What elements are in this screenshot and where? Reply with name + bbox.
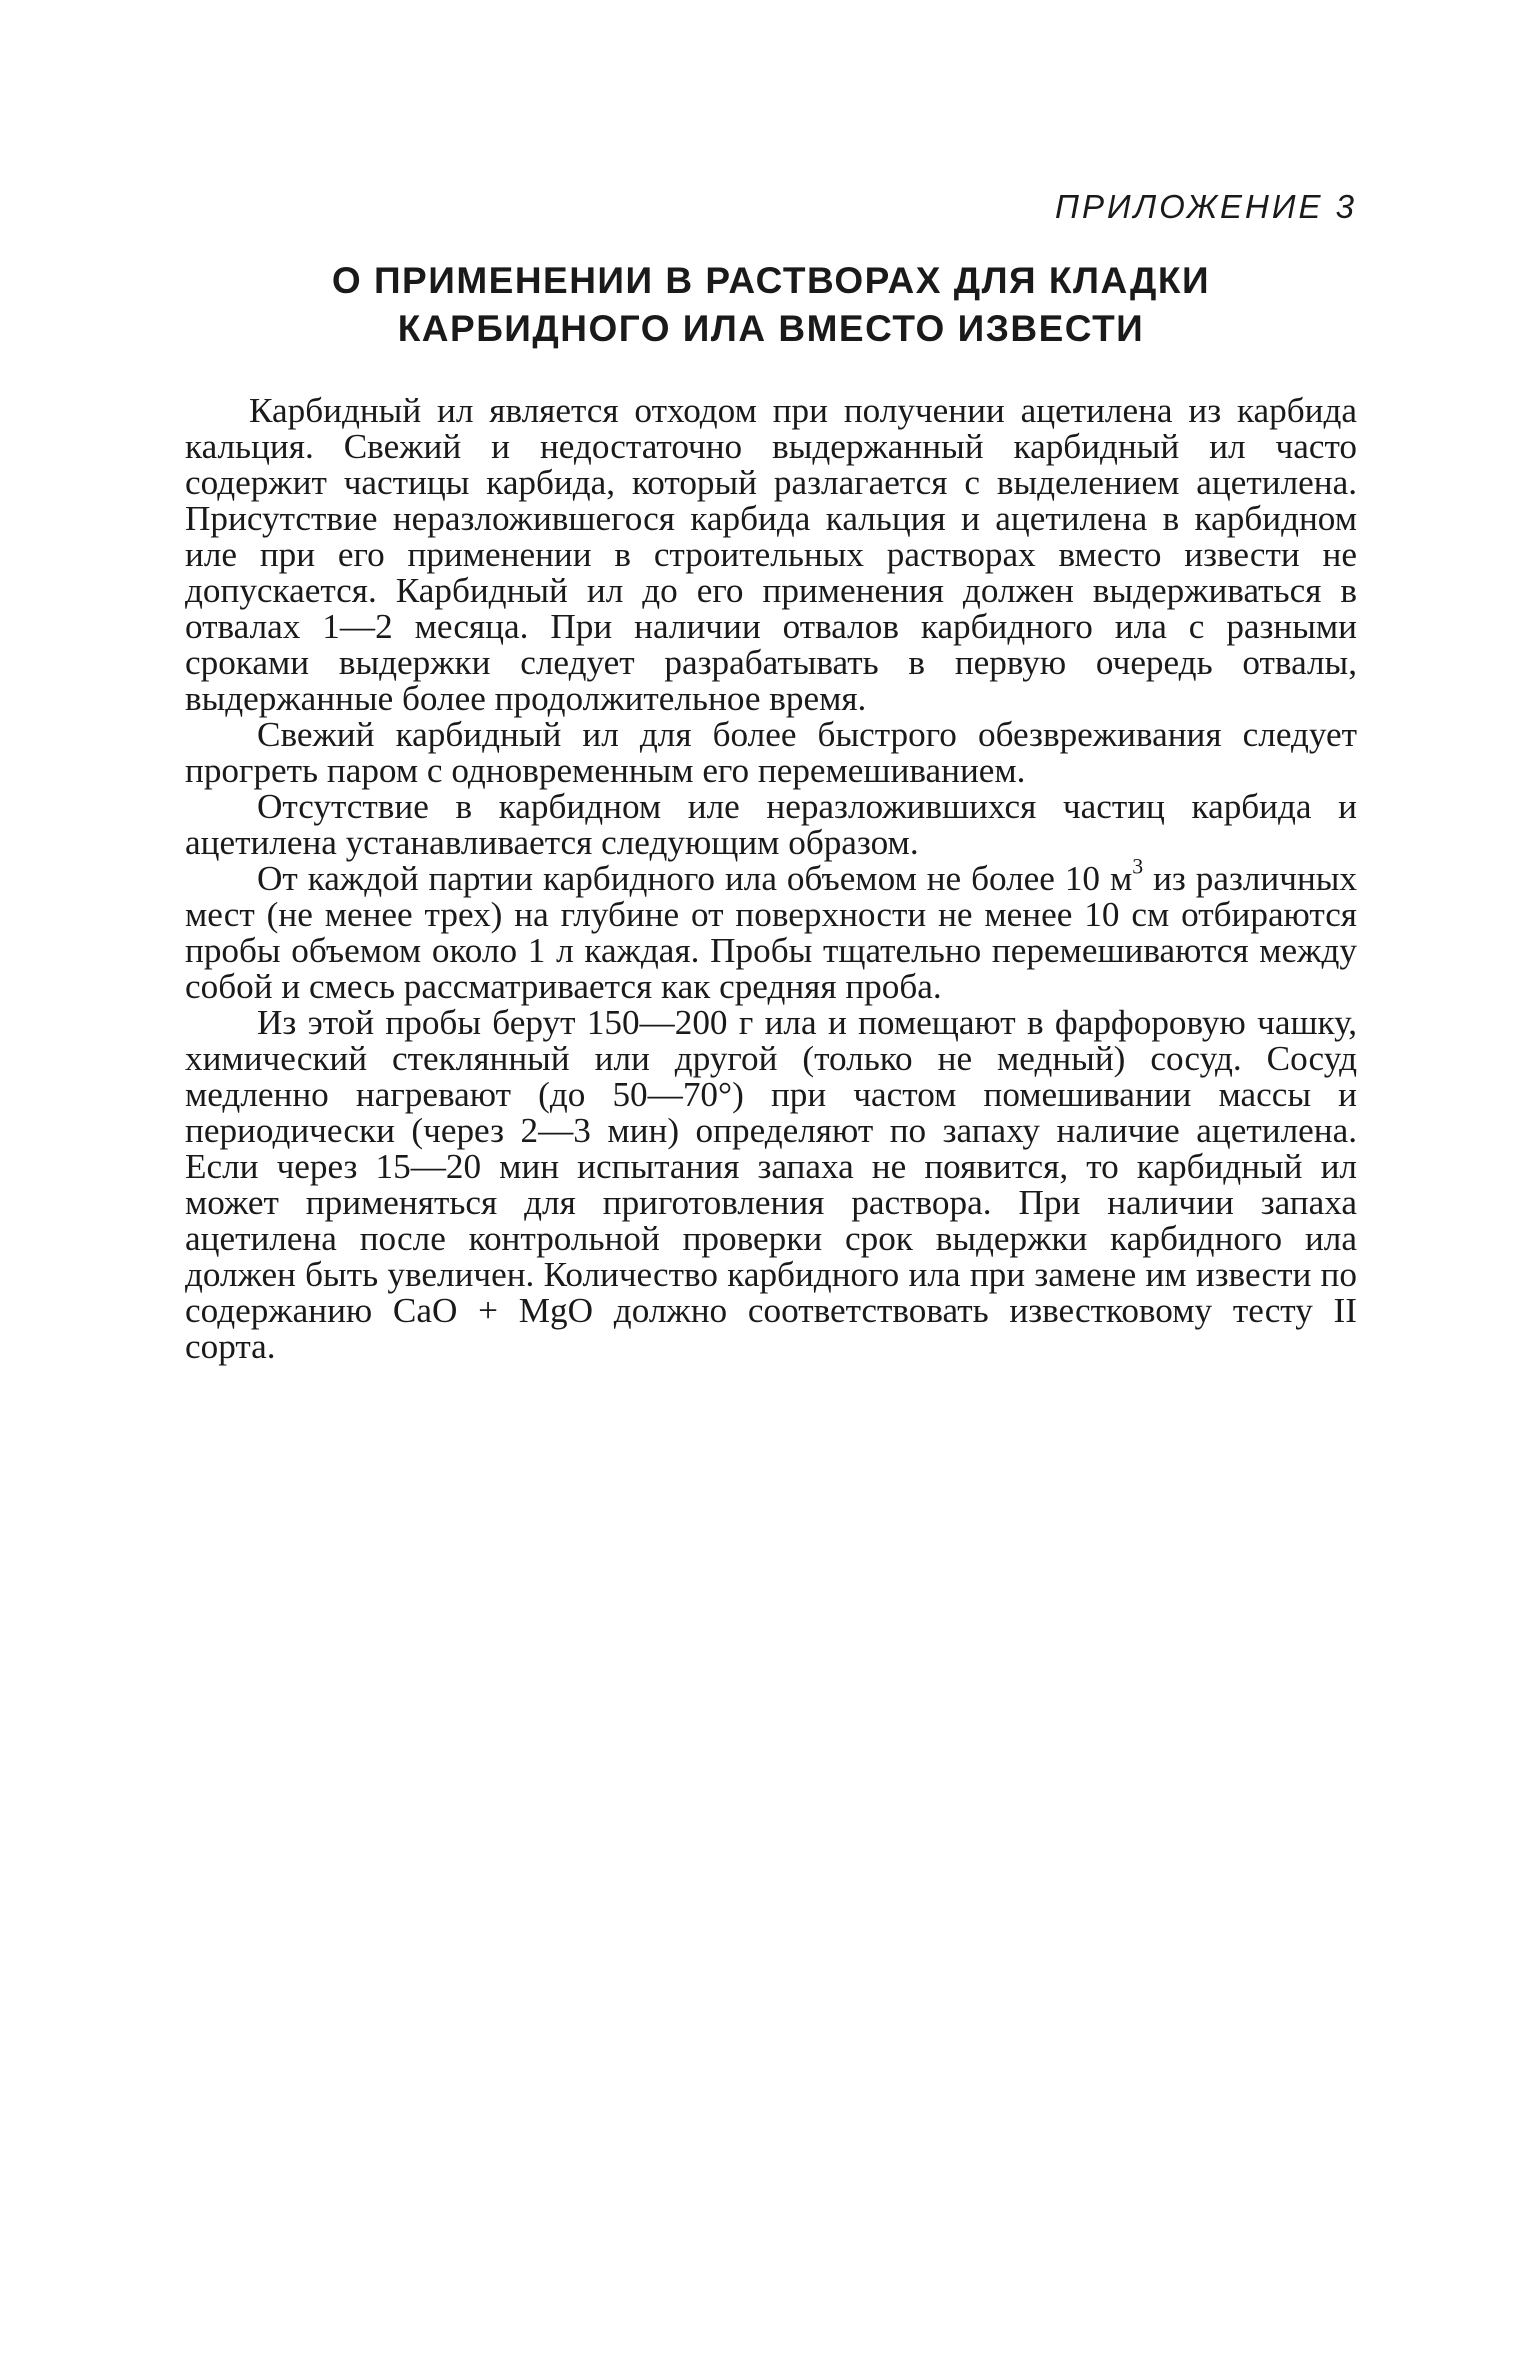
paragraph: Свежий карбидный ил для более быстрого обезвреживания следует прогреть паром с одновременным его перемешиванием.	[185, 715, 1357, 790]
title-line-2: КАРБИДНОГО ИЛА ВМЕСТО ИЗВЕСТИ	[397, 308, 1145, 349]
paragraph-text: От каждой партии карбидного ила объемом не более 10 м	[257, 859, 1133, 898]
document-page	[185, 190, 1357, 1365]
document-title	[185, 257, 1357, 353]
appendix-label: ПРИЛОЖЕНИЕ 3	[1055, 188, 1357, 225]
paragraph: Карбидный ил является отходом при получении ацетилена из карбида кальция. Свежий и недостаточно выдержанный карбидный ил часто содержит частицы карбида, который разлагается с выделением ацетилена. Присутствие неразложившегося карбида кальция и ацетилена в карбидном иле при его применении в строительных растворах вместо извести не допускается. Карбидный ил до его применения должен выдерживаться в отвалах 1—2 месяца. При наличии отвалов карбидного ила с разными сроками выдержки следует разрабатывать в первую очередь отвалы, выдержанные более продолжительное время.	[185, 391, 1357, 718]
paragraph-text-continued: из различных мест (не менее трех) на глубине от поверхности не менее 10 см отбираются пробы объемом около 1 л каждая. Пробы тщательно перемешиваются между собой и смесь рассматривается как средняя проба.	[185, 859, 1358, 1006]
paragraph	[185, 854, 1358, 1006]
body-text	[185, 393, 1357, 1365]
title-line-1: О ПРИМЕНЕНИИ В РАСТВОРАХ ДЛЯ КЛАДКИ	[331, 260, 1211, 301]
paragraph: Из этой пробы берут 150—200 г ила и помещают в фарфоровую чашку, химический стеклянный или другой (только не медный) сосуд. Сосуд медленно нагревают (до 50—70°) при частом помешивании массы и периодически (через 2—3 мин) определяют по запаху наличие ацетилена. Если через 15—20 мин испытания запаха не появится, то карбидный ил может применяться для приготовления раствора. При наличии запаха ацетилена после контрольной проверки срок выдержки карбидного ила должен быть увеличен. Количество карбидного ила при замене им извести по содержанию CaO + MgO должно соответствовать известковому тесту II сорта.	[185, 1003, 1357, 1366]
paragraph: Отсутствие в карбидном иле неразложившихся частиц карбида и ацетилена устанавливается следующим образом.	[185, 787, 1357, 862]
cubic-superscript: 3	[1132, 854, 1144, 879]
